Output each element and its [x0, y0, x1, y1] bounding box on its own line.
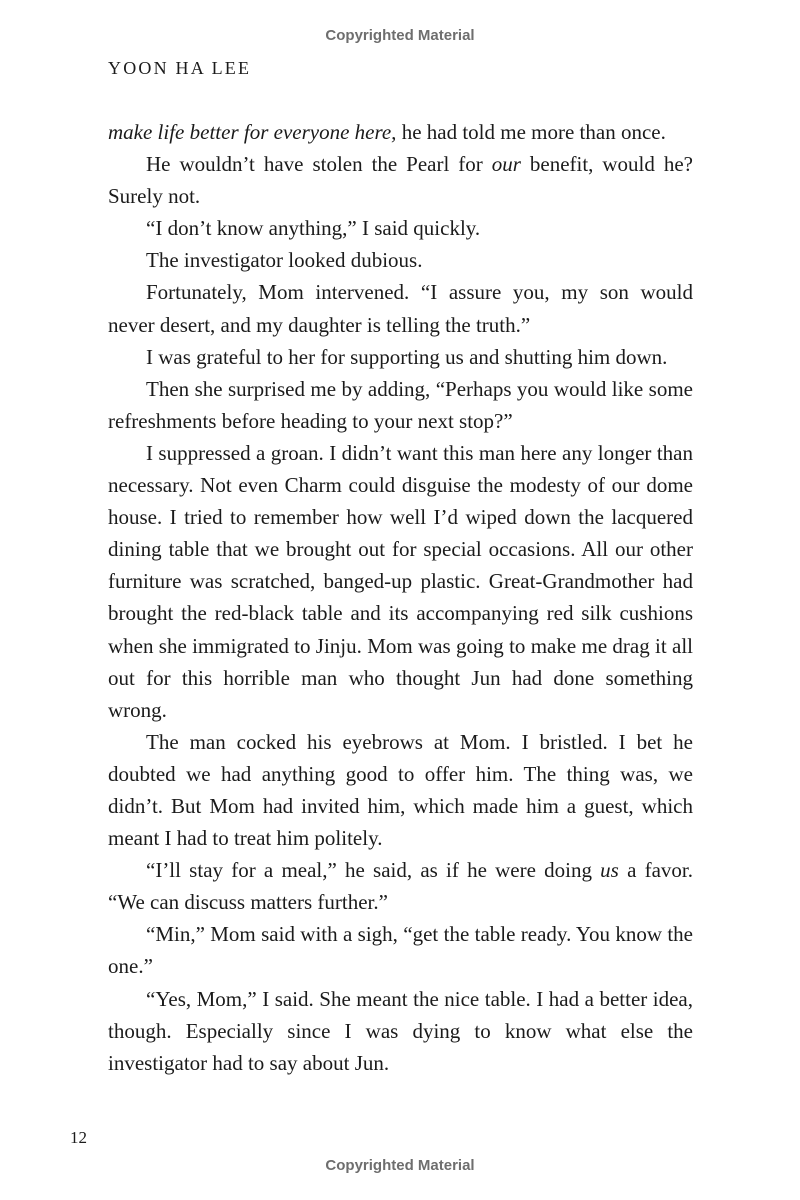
paragraph: The investigator looked dubious. — [146, 248, 423, 273]
paragraph: I suppressed a groan. I didn’t want this man here any longer than necessary. Not even Charm could disguise the modesty of our dome house. I tried to remember how well I’d wiped down the lacquered dining table that we brought out for special occasions. All our other furniture was scratched, banged-up plastic. Great-Grandmother had brought the red-black table and its accompanying red silk cushions when she immigrated to Jinju. Mom was going to make me drag it all out for this horrible man who thought Jun had done something wrong. — [108, 440, 693, 722]
emphasis-text: make life better for everyone here, — [108, 120, 397, 144]
paragraph-text: benefit, would he? Surely not. — [108, 152, 693, 209]
paragraph — [108, 854, 693, 918]
paragraph-text: “I’ll stay for a meal,” he said, as if he were doing — [146, 858, 601, 883]
page-number: 12 — [70, 1128, 87, 1147]
paragraph: Then she surprised me by adding, “Perhaps you would like some refreshments before heading to your next stop?” — [108, 376, 693, 433]
running-head-author: YOON HA LEE — [108, 58, 252, 78]
paragraph-text: a favor. “We can discuss matters further.” — [108, 858, 693, 915]
paragraph: “Yes, Mom,” I said. She meant the nice table. I had a better idea, though. Especially since I was dying to know what else the investigator had to say about Jun. — [108, 986, 693, 1075]
paragraph — [108, 148, 693, 212]
paragraph: I was grateful to her for supporting us and shutting him down. — [146, 344, 668, 369]
paragraph — [108, 116, 693, 148]
emphasis-text: us — [600, 858, 619, 883]
paragraph: Fortunately, Mom intervened. “I assure you, my son would never desert, and my daughter is telling the truth.” — [108, 280, 693, 337]
copyright-watermark-bottom: Copyrighted Material — [325, 1157, 475, 1174]
emphasis-text: our — [491, 152, 521, 177]
paragraph-text: he had told me more than once. — [396, 120, 666, 144]
paragraph: The man cocked his eyebrows at Mom. I bristled. I bet he doubted we had anything good to offer him. The thing was, we didn’t. But Mom had invited him, which made him a guest, which meant I had to treat him politely. — [108, 729, 693, 851]
copyright-watermark-top: Copyrighted Material — [325, 27, 475, 44]
paragraph-text: He wouldn’t have stolen the Pearl for — [146, 152, 492, 177]
paragraph: “Min,” Mom said with a sigh, “get the table ready. You know the one.” — [108, 922, 693, 979]
paragraph: “I don’t know anything,” I said quickly. — [146, 216, 481, 241]
page-body — [108, 116, 693, 1079]
